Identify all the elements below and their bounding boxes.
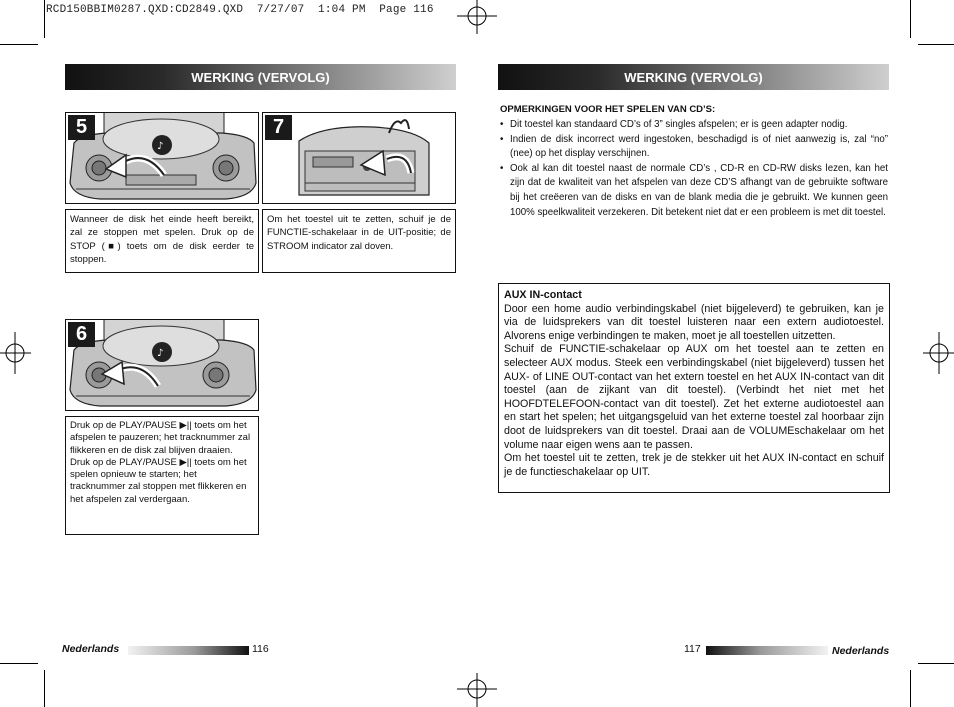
aux-title: AUX IN-contact bbox=[504, 289, 582, 301]
registration-mark-bottom bbox=[455, 672, 499, 707]
list-item: • Ook al kan dit toestel naast de normale CD’s , CD-R en CD-RW disks lezen, kan het zijn dat de kwaliteit van het afspelen van deze CD’S afhangt van de gebruikte software bij het creëeren van de disks en van de blank media die je gebruikt. We kunnen geen 100% speelkwaliteit verzekeren. Dit betekent niet dat er een probleem is met dit toestel. bbox=[498, 162, 888, 220]
left-section-title: WERKING (VERVOLG) bbox=[65, 64, 456, 90]
right-section-title: WERKING (VERVOLG) bbox=[498, 64, 889, 90]
figure-6-caption: Druk op de PLAY/PAUSE ▶|| toets om het afspelen te pauzeren; het tracknummer zal flikkeren en de disk zal blijven draaien. Druk op de PLAY/PAUSE ▶|| toets om het spelen opnieuw te starten; het tracknummer zal stoppen met flikkeren en het afspelen zal verdergaan. bbox=[65, 416, 259, 535]
figure-5-caption: Wanneer de disk het einde heeft bereikt, zal ze stoppen met spelen. Druk op de STOP (■) toets om de disk eerder te stoppen. bbox=[65, 209, 259, 273]
list-item: • Dit toestel kan standaard CD’s of 3” singles afspelen; er is geen adapter nodig. bbox=[498, 118, 888, 133]
figure-7-caption: Om het toestel uit te zetten, schuif je de FUNCTIE-schakelaar in de UIT-positie; de STROOM indicator zal doven. bbox=[262, 209, 456, 273]
figure-6 bbox=[65, 319, 259, 411]
right-footer-language: Nederlands bbox=[832, 645, 890, 657]
figure-7 bbox=[262, 112, 456, 204]
figure-number: 5 bbox=[68, 115, 95, 140]
aux-in-box bbox=[498, 283, 890, 493]
notes-list bbox=[498, 118, 888, 220]
list-item: • Indien de disk incorrect werd ingestoken, beschadigd is of niet aanwezig is, zal “no” (nee) op het display verschijnen. bbox=[498, 133, 888, 162]
figure-number: 7 bbox=[265, 115, 292, 140]
right-footer-bar bbox=[706, 646, 828, 655]
figure-number: 6 bbox=[68, 322, 95, 347]
print-slug: RCD150BBIM0287.QXD:CD2849.QXD 7/27/07 1:04 PM Page 116 bbox=[46, 4, 434, 16]
registration-mark-right bbox=[922, 330, 954, 376]
registration-mark-left bbox=[0, 330, 32, 376]
aux-body: Door een home audio verbindingskabel (niet bijgeleverd) te gebruiken, kan je via de luidsprekers van dit toestel luisteren naar een extern audiotoestel. Alvorens enige verbindingen te maken, moet je all toestellen uitzetten. Schuif de FUNCTIE-schakelaar op AUX om het toestel aan te zetten en selecteer AUX modus. Steek een verbindingskabel (niet bijgeleverd) tussen het AUX- of LINE OUT-contact van het extern toestel en het AUX IN-contact van dit toestel (aan de zijkant van dit toestel). (Verbindt het niet met het HOOFDTELEFOON-contact van dit toestel). Zet het externe audiotoestel aan en start het spelen; het uitgangsgeluid van het externe toestel zal hoorbaar zijn doot de luidsprekers van dit toestel. Draai aan de VOLUMEschakelaar om het volume naar eigen wens aan te passen. Om het toestel uit te zetten, trek je de stekker uit het AUX IN-contact en schuif je de functieschakelaar op UIT. bbox=[504, 302, 884, 478]
right-page-number: 117 bbox=[684, 643, 701, 655]
left-footer-language: Nederlands bbox=[62, 643, 120, 655]
figure-5 bbox=[65, 112, 259, 204]
registration-mark-top bbox=[455, 0, 499, 36]
svg-text:♪: ♪ bbox=[157, 348, 164, 359]
notes-title: OPMERKINGEN VOOR HET SPELEN VAN CD’S: bbox=[500, 104, 716, 115]
left-page-number: 116 bbox=[252, 643, 269, 655]
left-footer-bar bbox=[128, 646, 249, 655]
svg-text:♪: ♪ bbox=[157, 141, 164, 152]
